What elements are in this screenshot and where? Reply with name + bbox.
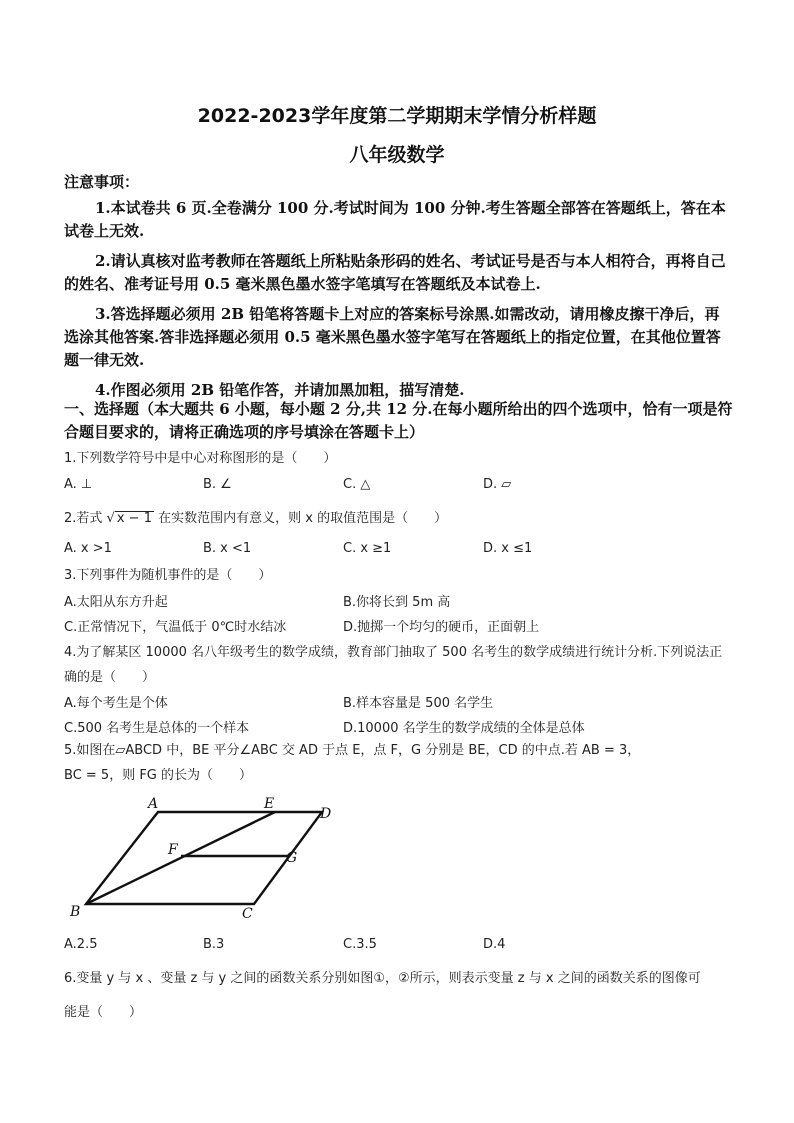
q3-option-a: A.太阳从东方升起 [64,595,168,610]
q5-option-b: B.3 [203,937,225,952]
q2-stem-pre: 2.若式 [64,511,103,526]
label-g: G [286,850,298,866]
question-6-line2: 能是（ ） [64,1005,143,1020]
question-4-stem: 4.为了解某区 10000 名八年级考生的数学成绩，教育部门抽取了 500 名考生的数学成绩进行统计分析.下列说法正确的是（ ） [64,645,723,685]
notice-item: 2.请认真核对监考教师在答题纸上所粘贴条形码的姓名、考试证号是否与本人相符合，再将自己的姓名、准考证号用 0.5 毫米黑色墨水签字笔填写在答题纸及本试卷上. [64,252,726,293]
question-2-stem [64,509,447,528]
q2-option-a: A. x >1 [64,541,112,556]
q3-option-d: D.抛掷一个均匀的硬币，正面朝上 [343,620,540,635]
segment-be [86,812,275,904]
sqrt-radicand: x − 1 [116,511,152,526]
page-title: 2022-2023学年度第二学期期末学情分析样题 [197,105,597,127]
label-a: A [148,796,159,812]
q1-option-a: A. ⊥ [64,477,93,492]
label-d: D [320,806,332,822]
question-5-line2: BC = 5，则 FG 的长为（ ） [64,768,253,783]
q3-option-b: B.你将长到 5m 高 [343,595,451,610]
q2-option-b: B. x <1 [203,541,252,556]
q4-option-c: C.500 名考生是总体的一个样本 [64,721,250,736]
section-heading: 一、选择题（本大题共 6 小题，每小题 2 分,共 12 分.在每小题所给出的四个选项中，恰有一项是符合题目要求的，请将正确选项的序号填涂在答题卡上） [64,400,733,441]
label-c: C [242,906,253,922]
question-5-line1: 5.如图在▱ABCD 中，BE 平分∠ABC 交 AD 于点 E，点 F，G 分别是 BE，CD 的中点.若 AB = 3， [64,743,641,758]
q1-option-c: C. △ [343,477,371,492]
q5-option-c: C.3.5 [343,937,377,952]
label-b: B [70,904,81,920]
q4-option-b: B.样本容量是 500 名学生 [343,696,494,711]
notice-item: 3.答选择题必须用 2B 铅笔将答题卡上对应的答案标号涂黑.如需改动，请用橡皮擦干净后，再选涂其他答案.答非选择题必须用 0.5 毫米黑色墨水签字笔写在答题纸上的指定位置，在其他位置答题一律无效. [64,305,721,369]
page-subtitle: 八年级数学 [349,144,445,166]
parallelogram-figure [64,794,354,924]
sqrt-symbol: √ [106,511,115,526]
q2-stem-post: 在实数范围内有意义，则 x 的取值范围是（ ） [158,511,448,526]
q5-option-a: A.2.5 [64,937,98,952]
notice-item: 1.本试卷共 6 页.全卷满分 100 分.考试时间为 100 分钟.考生答题全部答在答题纸上，答在本试卷上无效. [64,199,726,240]
q2-option-d: D. x ≤1 [483,541,533,556]
q1-option-d: D. ▱ [483,477,512,492]
q4-option-a: A.每个考生是个体 [64,696,168,711]
label-f: F [168,842,178,858]
q4-option-d: D.10000 名学生的数学成绩的全体是总体 [343,721,585,736]
notice-item: 4.作图必须用 2B 铅笔作答，并请加黑加粗，描写清楚. [95,381,465,399]
label-e: E [264,796,275,812]
q3-option-c: C.正常情况下，气温低于 0℃时水结冰 [64,620,287,635]
notice-list [64,197,734,409]
q1-option-b: B. ∠ [203,477,232,492]
q5-option-d: D.4 [483,937,506,952]
q2-option-c: C. x ≥1 [343,541,392,556]
question-6-line1: 6.变量 y 与 x 、变量 z 与 y 之间的函数关系分别如图①，②所示，则表示变量 z 与 x 之间的函数关系的图像可 [64,971,701,986]
notice-heading: 注意事项： [64,173,140,191]
question-3-stem: 3.下列事件为随机事件的是（ ） [64,568,272,583]
question-1-stem: 1.下列数学符号中是中心对称图形的是（ ） [64,451,337,466]
